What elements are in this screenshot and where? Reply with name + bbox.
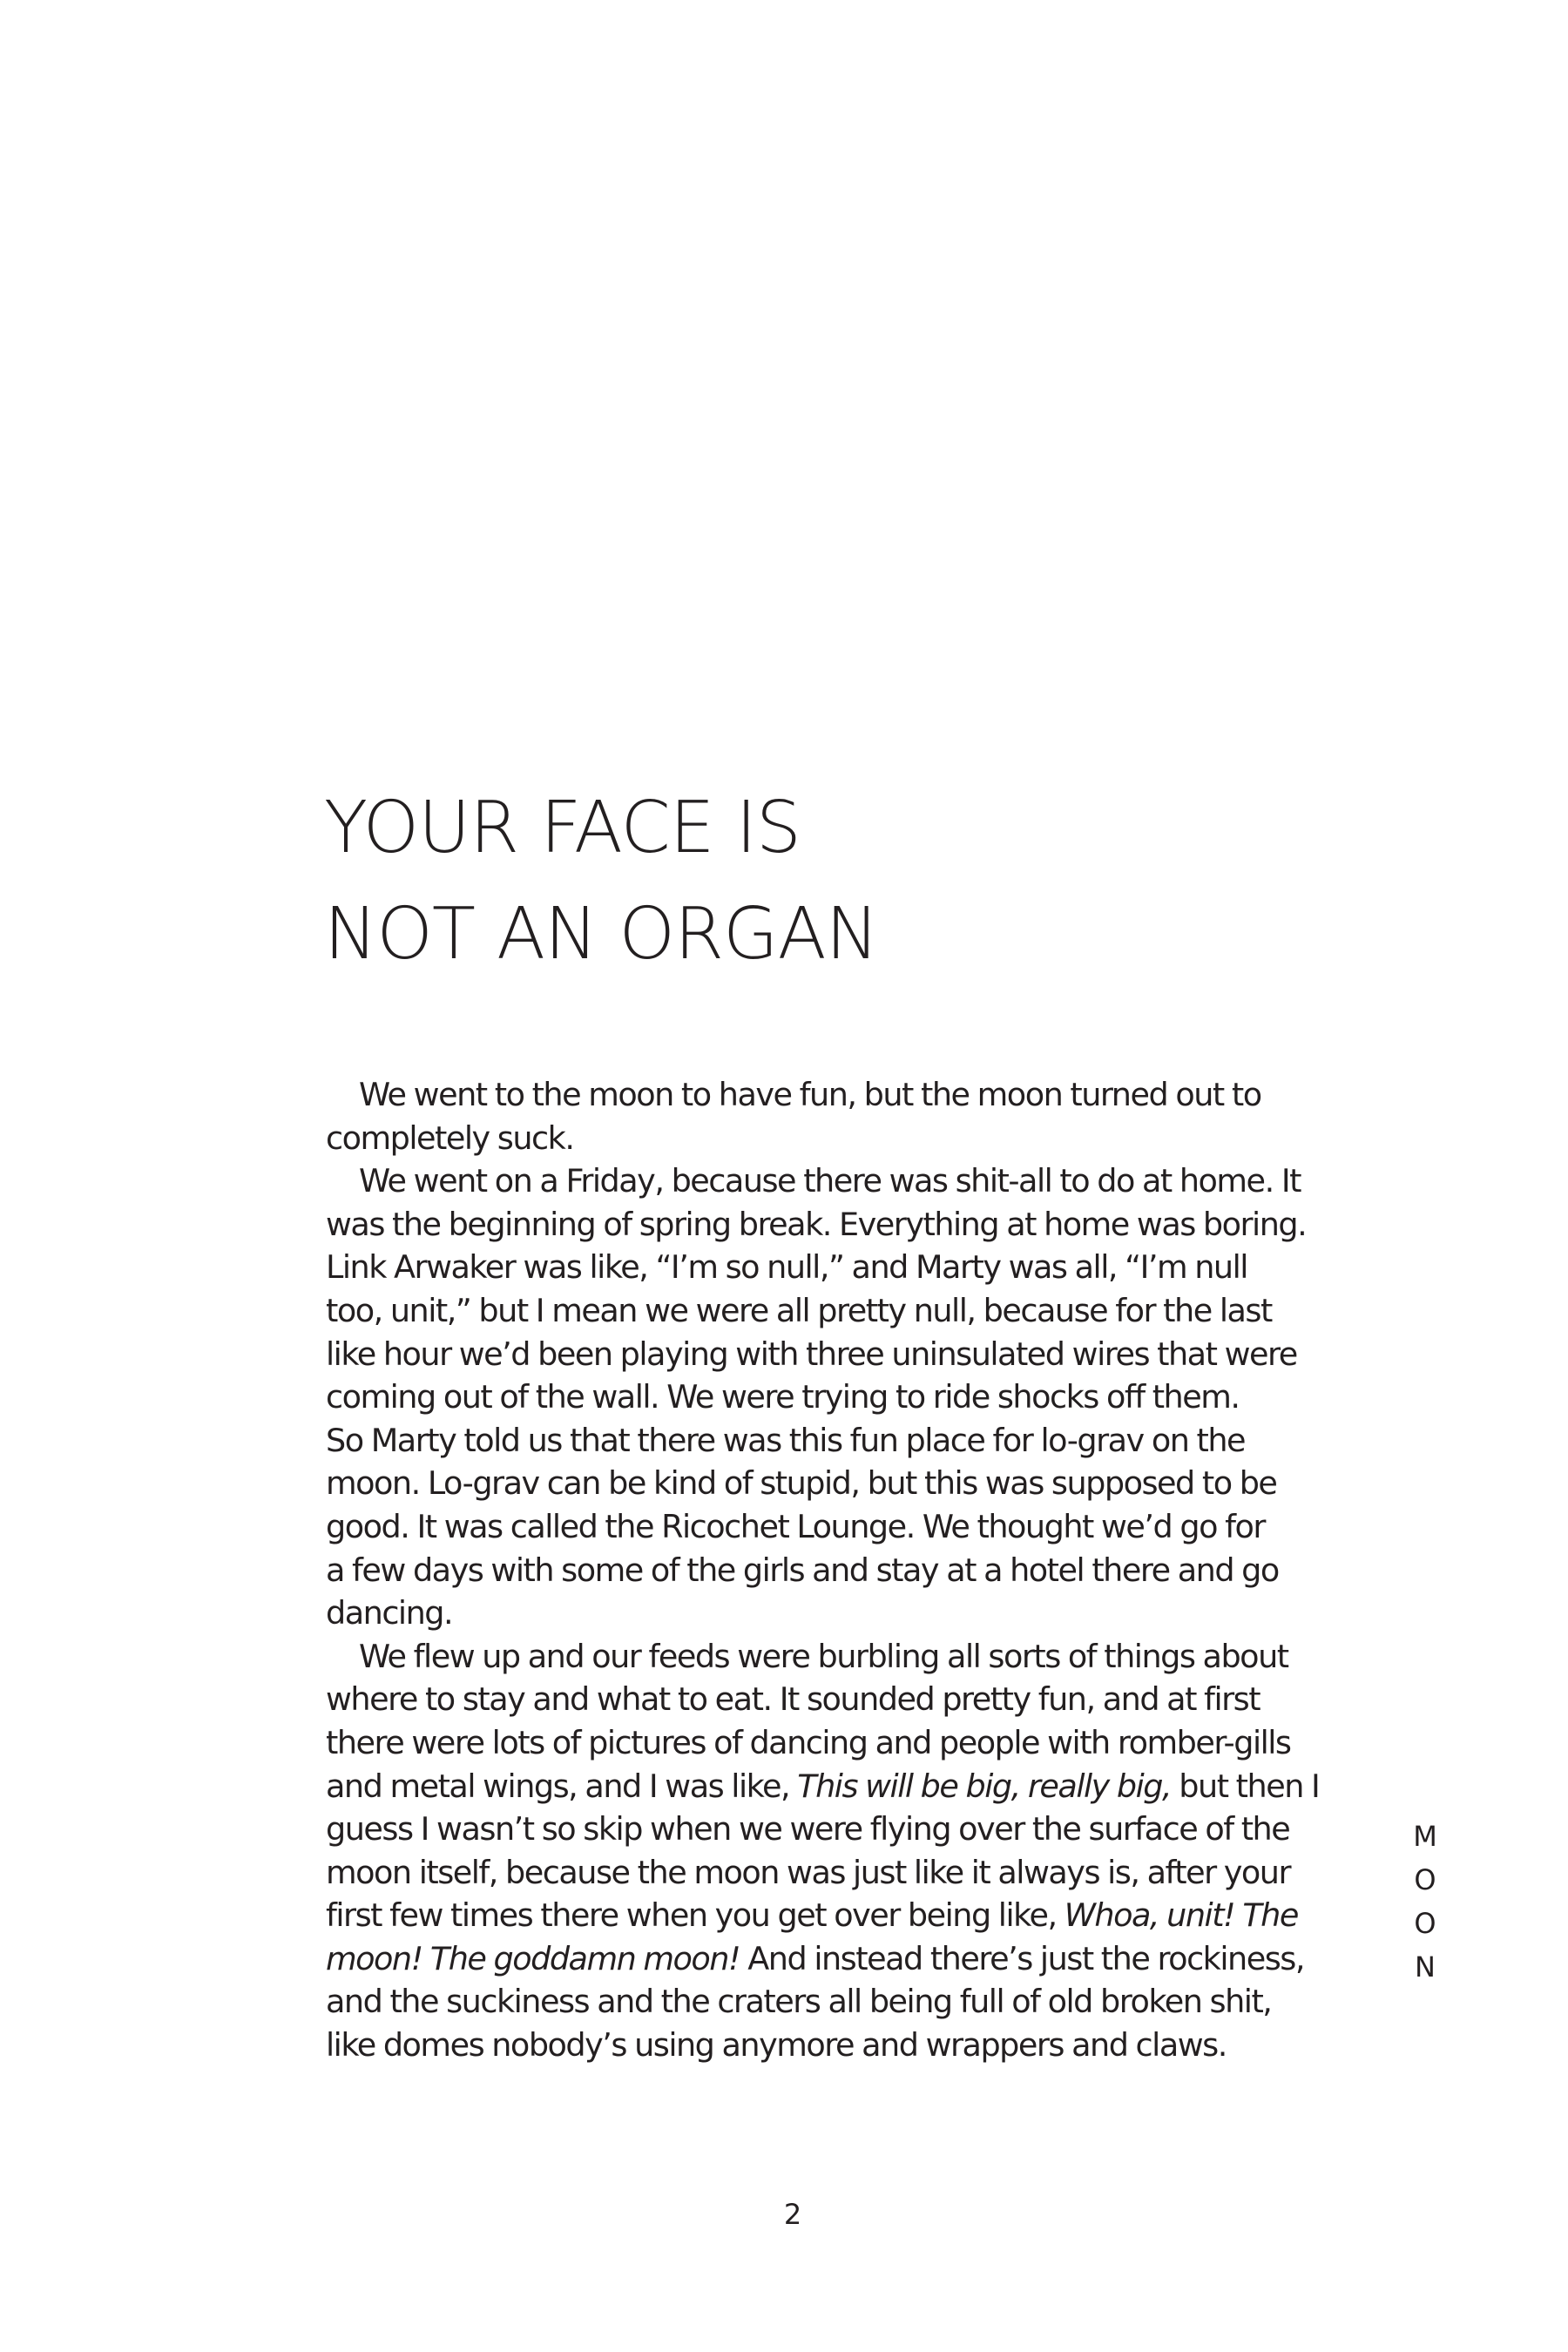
section-side-tab (1408, 1815, 1443, 1989)
text-line: coming out of the wall. We were trying to ride shocks off them. (326, 1378, 1240, 1416)
paragraph-3 (326, 1635, 1320, 2067)
text-line: We went on a Friday, because there was shit-all to do at home. It (359, 1162, 1301, 1200)
text-line: We flew up and our feeds were burbling all sorts of things about (359, 1637, 1288, 1675)
paragraph-1 (326, 1073, 1282, 1159)
text-line: guess I wasn’t so skip when we were flying over the surface of the (326, 1810, 1290, 1848)
italic-run: Whoa, unit! The (1064, 1896, 1298, 1935)
text-run: And instead there’s just the rockiness, (740, 1939, 1304, 1977)
page-number: 2 (783, 2198, 802, 2231)
body-text (326, 1073, 1320, 2067)
text-line (326, 1894, 1298, 1937)
text-line: like hour we’d been playing with three uninsulated wires that were (326, 1335, 1297, 1373)
text-run: but then I (1171, 1767, 1320, 1805)
text-line: and the suckiness and the craters all being full of old broken shit, (326, 1983, 1272, 2021)
text-line: moon itself, because the moon was just like it always is, after your (326, 1853, 1291, 1891)
text-line: like domes nobody’s using anymore and wrappers and claws. (326, 2026, 1227, 2065)
italic-run: This will be big, really big, (797, 1767, 1172, 1805)
text-line: dancing. (326, 1594, 453, 1632)
text-run: and metal wings, and I was like, (326, 1767, 798, 1805)
text-line (326, 1937, 1304, 1981)
chapter-title (324, 775, 878, 988)
side-tab-letter: O (1414, 1863, 1436, 1896)
text-line: was the beginning of spring break. Everything at home was boring. (326, 1205, 1307, 1243)
text-line: We went to the moon to have fun, but the moon turned out to (359, 1076, 1261, 1113)
text-line: a few days with some of the girls and stay at a hotel there and go (326, 1551, 1279, 1589)
text-line: good. It was called the Ricochet Lounge. We thought we’d go for (326, 1507, 1265, 1545)
chapter-title-line-1: YOUR FACE IS (324, 787, 801, 869)
text-line: Link Arwaker was like, “I’m so null,” and Marty was all, “I’m null (326, 1248, 1247, 1287)
side-tab-letter: O (1414, 1907, 1436, 1940)
text-run: first few times there when you get over being like, (326, 1896, 1064, 1935)
chapter-title-line-2: NOT AN ORGAN (324, 893, 879, 976)
italic-run: moon! The goddamn moon! (326, 1939, 740, 1977)
text-line (326, 1765, 1320, 1808)
side-tab-letter: M (1413, 1820, 1437, 1853)
text-line: moon. Lo-grav can be kind of stupid, but this was supposed to be (326, 1464, 1277, 1503)
paragraph-2 (326, 1159, 1307, 1635)
side-tab-letter: N (1415, 1950, 1436, 1984)
text-line: too, unit,” but I mean we were all pretty null, because for the last (326, 1291, 1272, 1329)
text-line: completely suck. (326, 1119, 574, 1157)
text-line: there were lots of pictures of dancing and people with romber-gills (326, 1723, 1291, 1761)
text-line: where to stay and what to eat. It sounded pretty fun, and at first (326, 1680, 1260, 1719)
text-line: So Marty told us that there was this fun place for lo-grav on the (326, 1421, 1246, 1459)
